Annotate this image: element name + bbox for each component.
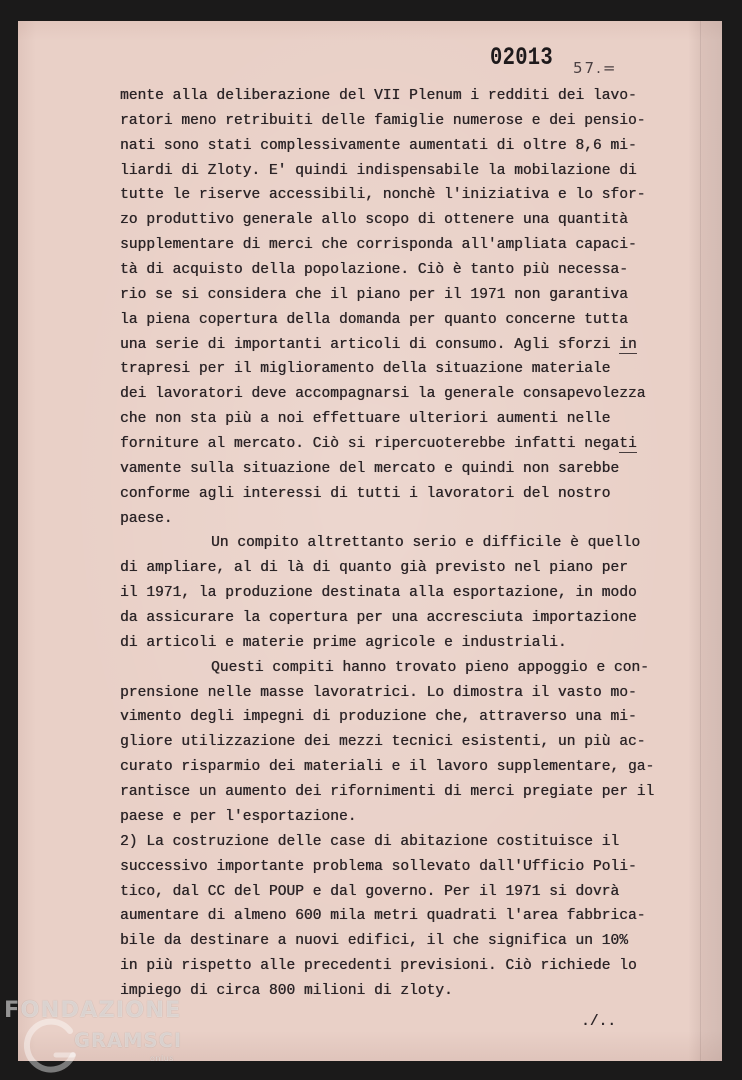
paper-fold-line — [700, 21, 701, 1061]
text-line: da assicurare la copertura per una accresciuta importazione — [120, 610, 637, 627]
text-line: forniture al mercato. Ciò si ripercuoterebbe infatti negati — [120, 436, 637, 453]
text-line: zo produttivo generale allo scopo di ottenere una quantità — [120, 212, 628, 229]
document-body — [120, 84, 654, 1004]
paragraph-3 — [120, 656, 654, 830]
text-line: mente alla deliberazione del VII Plenum i redditi dei lavo- — [120, 88, 637, 104]
text-line: tutte le riserve accessibili, nonchè l'iniziativa e lo sfor- — [120, 187, 646, 204]
text-line: tico, dal CC del POUP e dal governo. Per il 1971 si dovrà — [120, 883, 620, 900]
paragraph-1 — [120, 84, 654, 531]
text-line: che non sta più a noi effettuare ulteriori aumenti nelle — [120, 411, 611, 428]
text-line: di articoli e materie prime agricole e industriali. — [120, 634, 567, 651]
text-line: liardi di Zloty. E' quindi indispensabile la mobilazione di — [120, 162, 637, 179]
text-line: rio se si considera che il piano per il 1971 non garantiva — [120, 286, 628, 303]
text-line: il 1971, la produzione destinata alla esportazione, in modo — [120, 585, 637, 602]
text-line: vimento degli impegni di produzione che, attraverso una mi- — [120, 709, 637, 726]
text-line: una serie di importanti articoli di consumo. Agli sforzi in — [120, 336, 637, 353]
watermark-gramsci: GRAMSCI — [74, 1029, 183, 1052]
text-line: nati sono stati complessivamente aumentati di oltre 8,6 mi- — [120, 137, 637, 154]
page-number: 57.= — [573, 59, 618, 77]
text-line: successivo importante problema sollevato dall'Ufficio Poli- — [120, 858, 637, 875]
text-line: conforme agli interessi di tutti i lavoratori del nostro — [120, 485, 611, 502]
text-line: di ampliare, al di là di quanto già previsto nel piano per — [120, 560, 628, 577]
text-line: supplementare di merci che corrisponda all'ampliata capaci- — [120, 237, 637, 254]
watermark-fondazione: FONDAZIONE — [4, 997, 182, 1023]
text-line: tà di acquisto della popolazione. Ciò è tanto più necessa- — [120, 262, 628, 279]
archive-stamp-number: 02013 — [490, 44, 554, 73]
text-line: vamente sulla situazione del mercato e quindi non sarebbe — [120, 460, 620, 477]
text-line: paese e per l'esportazione. — [120, 808, 357, 825]
text-line: prensione nelle masse lavoratrici. Lo dimostra il vasto mo- — [120, 684, 637, 701]
text-line: dei lavoratori deve accompagnarsi la generale consapevolezza — [120, 386, 646, 403]
watermark-onlus: onlus — [150, 1054, 174, 1063]
gramsci-g-circle-icon — [20, 1017, 80, 1077]
text-line: gliore utilizzazione dei mezzi tecnici esistenti, un più ac- — [120, 734, 646, 751]
text-line: Questi compiti hanno trovato pieno appoggio e con- — [211, 659, 649, 676]
text-line: bile da destinare a nuovi edifici, il che significa un 10% — [120, 933, 628, 950]
text-line: paese. — [120, 510, 173, 527]
typed-underline — [619, 353, 637, 354]
text-line: la piena copertura della domanda per quanto concerne tutta — [120, 311, 628, 328]
typed-underline — [619, 452, 637, 453]
text-line: in più rispetto alle precedenti previsioni. Ciò richiede lo — [120, 958, 637, 975]
text-line: curato risparmio dei materiali e il lavoro supplementare, ga- — [120, 759, 655, 776]
text-line: rantisce un aumento dei rifornimenti di merci pregiate per il — [120, 784, 655, 801]
text-line: 2) La costruzione delle case di abitazione costituisce il — [120, 833, 620, 850]
text-line: Un compito altrettanto serio e difficile è quello — [211, 535, 641, 552]
paragraph-2 — [120, 531, 654, 655]
continuation-mark: ./.. — [581, 1014, 617, 1030]
text-line: ratori meno retribuiti delle famiglie numerose e dei pensio- — [120, 112, 646, 129]
text-line: aumentare di almeno 600 mila metri quadrati l'area fabbrica- — [120, 908, 646, 925]
text-line: trapresi per il miglioramento della situazione materiale — [120, 361, 611, 378]
text-line: impiego di circa 800 milioni di zloty. — [120, 982, 453, 999]
paragraph-4 — [120, 830, 654, 1004]
